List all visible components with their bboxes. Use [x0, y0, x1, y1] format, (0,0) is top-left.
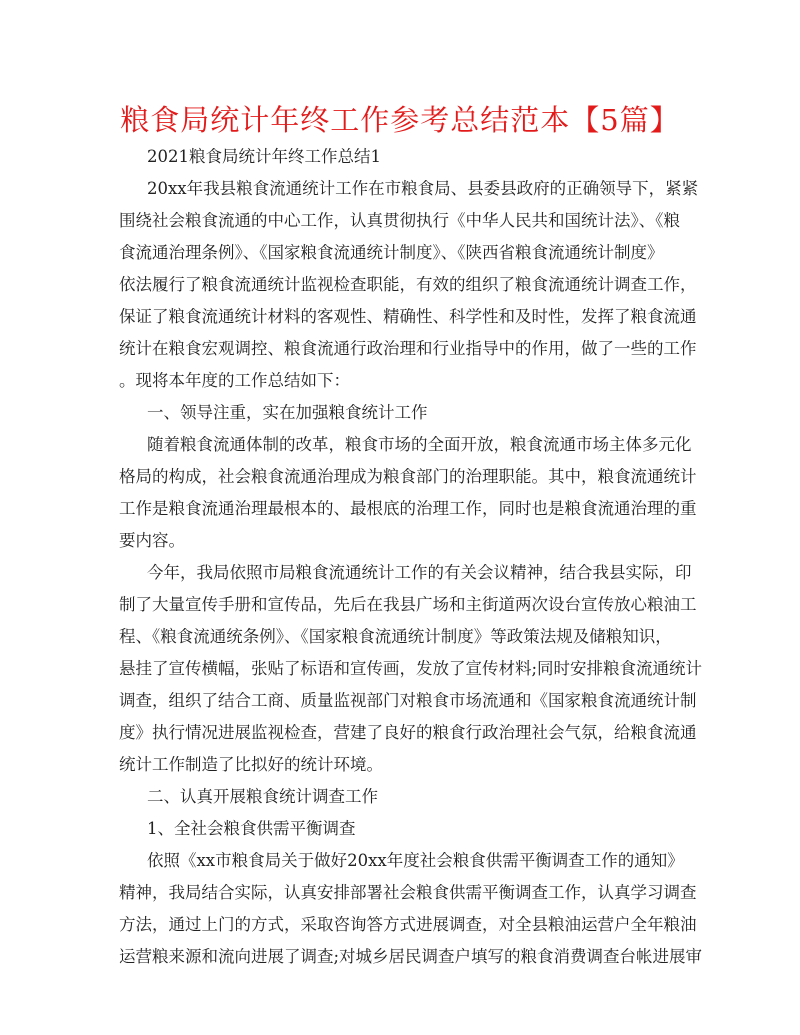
paragraph-line: 保证了粮食流通统计材料的客观性、精确性、科学性和及时性，发挥了粮食流通 — [119, 307, 697, 326]
paragraph-line: 悬挂了宣传横幅，张贴了标语和宣传画，发放了宣传材料;同时安排粮食流通统计 — [119, 659, 703, 678]
paragraph-line: 。现将本年度的工作总结如下： — [119, 371, 350, 390]
paragraph-line: 要内容。 — [119, 531, 185, 550]
paragraph-line: 方法，通过上门的方式，采取咨询答方式进展调查，对全县粮油运营户全年粮油 — [119, 915, 697, 934]
section-heading: 二、认真开展粮食统计调查工作 — [147, 787, 378, 806]
paragraph-line: 围绕社会粮食流通的中心工作，认真贯彻执行《中华人民共和国统计法》、《粮 — [119, 211, 680, 230]
paragraph-line: 20xx年我县粮食流通统计工作在市粮食局、县委县政府的正确领导下，紧紧 — [147, 179, 699, 198]
paragraph-line: 制了大量宣传手册和宣传品，先后在我县广场和主街道两次设台宣传放心粮油工 — [119, 595, 697, 614]
subsection-heading: 1、全社会粮食供需平衡调查 — [147, 819, 356, 838]
document-subtitle: 2021粮食局统计年终工作总结1 — [147, 147, 381, 166]
paragraph-line: 随着粮食流通体制的改革，粮食市场的全面开放，粮食流通市场主体多元化 — [147, 435, 692, 454]
paragraph-line: 统计工作制造了比拟好的统计环境。 — [119, 755, 383, 774]
paragraph-line: 依照《xx市粮食局关于做好20xx年度社会粮食供需平衡调查工作的通知》 — [147, 851, 684, 870]
paragraph-line: 今年，我局依照市局粮食流通统计工作的有关会议精神，结合我县实际，印 — [147, 563, 692, 582]
paragraph-line: 运营粮来源和流向进展了调查;对城乡居民调查户填写的粮食消费调查台帐进展审 — [119, 947, 703, 966]
paragraph-line: 程、《粮食流通统条例》、《国家粮食流通统计制度》等政策法规及储粮知识， — [119, 627, 672, 646]
paragraph-line: 依法履行了粮食流通统计监视检查职能，有效的组织了粮食流通统计调查工作， — [119, 275, 697, 294]
paragraph-line: 食流通治理条例》、《国家粮食流通统计制度》、《陕西省粮食流通统计制度》 — [119, 243, 664, 262]
paragraph-line: 格局的构成，社会粮食流通治理成为粮食部门的治理职能。其中，粮食流通统计 — [119, 467, 697, 486]
paragraph-line: 精神，我局结合实际，认真安排部署社会粮食供需平衡调查工作，认真学习调查 — [119, 883, 697, 902]
section-heading: 一、领导注重，实在加强粮食统计工作 — [147, 403, 428, 422]
paragraph-line: 调查，组织了结合工商、质量监视部门对粮食市场流通和《国家粮食流通统计制 — [119, 691, 697, 710]
paragraph-line: 度》执行情况进展监视检查，营建了良好的粮食行政治理社会气氛，给粮食流通 — [119, 723, 697, 742]
paragraph-line: 工作是粮食流通治理最根本的、最根底的治理工作，同时也是粮食流通治理的重 — [119, 499, 697, 518]
page-title: 粮食局统计年终工作参考总结范本【5篇】 — [120, 103, 680, 137]
paragraph-line: 统计在粮食宏观调控、粮食流通行政治理和行业指导中的作用，做了一些的工作 — [119, 339, 697, 358]
